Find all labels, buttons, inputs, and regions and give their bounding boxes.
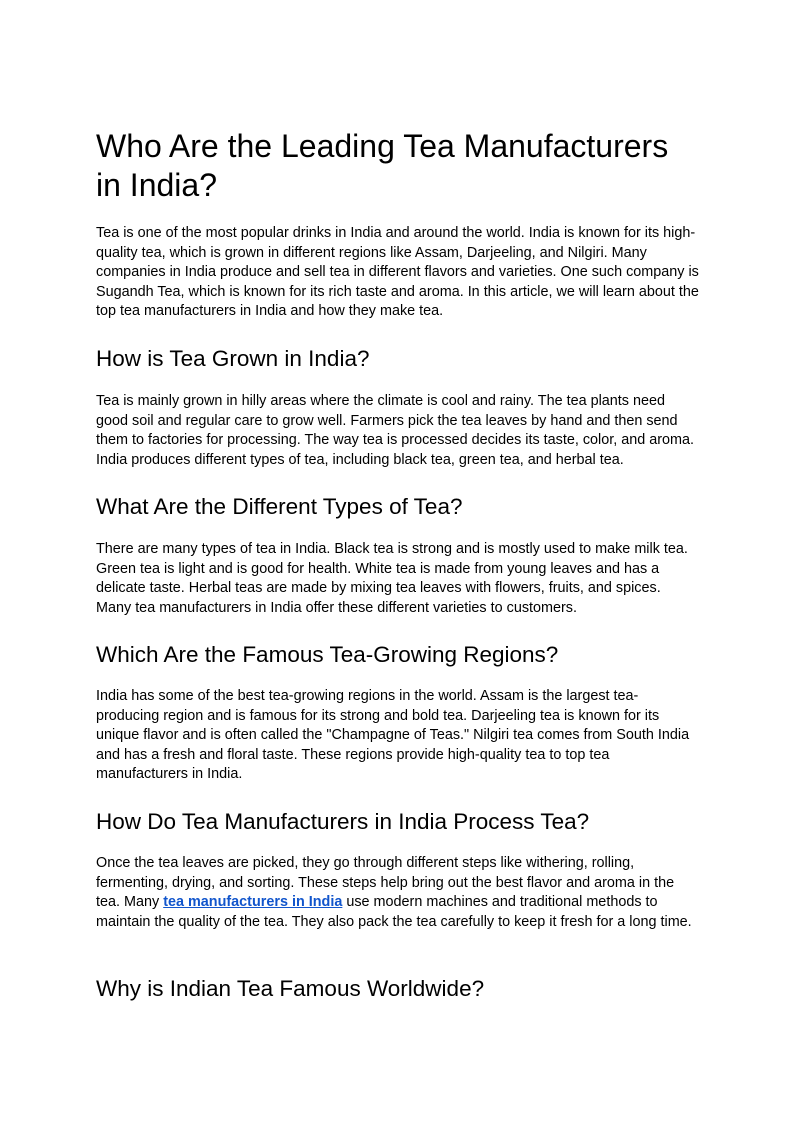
section-heading-worldwide: Why is Indian Tea Famous Worldwide?	[96, 976, 485, 1001]
intro-paragraph: Tea is one of the most popular drinks in India and around the world. India is known for its high-quality tea, which is grown in different regions like Assam, Darjeeling, and Nilgiri. Many companies in India produce and sell tea in different flavors and varieties. One such company is Sugandh Tea, which is known for its rich taste and aroma. In this article, we will learn about the top tea manufacturers in India and how they make tea.	[96, 225, 699, 319]
section-heading-process: How Do Tea Manufacturers in India Process Tea?	[96, 809, 590, 834]
tea-manufacturers-link[interactable]: tea manufacturers in India	[163, 894, 343, 910]
section-body-process	[96, 854, 699, 932]
process-text-before: Once the tea leaves are picked, they go through different steps like withering, rolling, fermenting, drying, and sorting. These steps help bring out the best flavor and aroma in the tea. Many	[96, 855, 675, 910]
section-heading-types: What Are the Different Types of Tea?	[96, 494, 463, 519]
section-heading-growing: How is Tea Grown in India?	[96, 346, 370, 371]
page-title: Who Are the Leading Tea Manufacturers in India?	[96, 128, 669, 203]
section-body-growing: Tea is mainly grown in hilly areas where the climate is cool and rainy. The tea plants need good soil and regular care to grow well. Farmers pick the tea leaves by hand and then send them to factories for processing. The way tea is processed decides its taste, color, and aroma. India produces different types of tea, including black tea, green tea, and herbal tea.	[96, 393, 695, 468]
section-heading-regions: Which Are the Famous Tea-Growing Regions?	[96, 642, 559, 667]
process-text-after: use modern machines and traditional methods to maintain the quality of the tea. They also pack the tea carefully to keep it fresh for a long time.	[96, 894, 692, 930]
section-body-types: There are many types of tea in India. Black tea is strong and is mostly used to make milk tea. Green tea is light and is good for health. White tea is made from young leaves and has a delicate taste. Herbal teas are made by mixing tea leaves with flowers, fruits, and spices. Many tea manufacturers in India offer these different varieties to customers.	[96, 541, 688, 616]
section-body-regions: India has some of the best tea-growing regions in the world. Assam is the largest tea-producing region and is famous for its strong and bold tea. Darjeeling tea is known for its unique flavor and is often called the "Champagne of Teas." Nilgiri tea comes from South India and has a fresh and floral taste. These regions provide high-quality tea to top tea manufacturers in India.	[96, 688, 690, 782]
